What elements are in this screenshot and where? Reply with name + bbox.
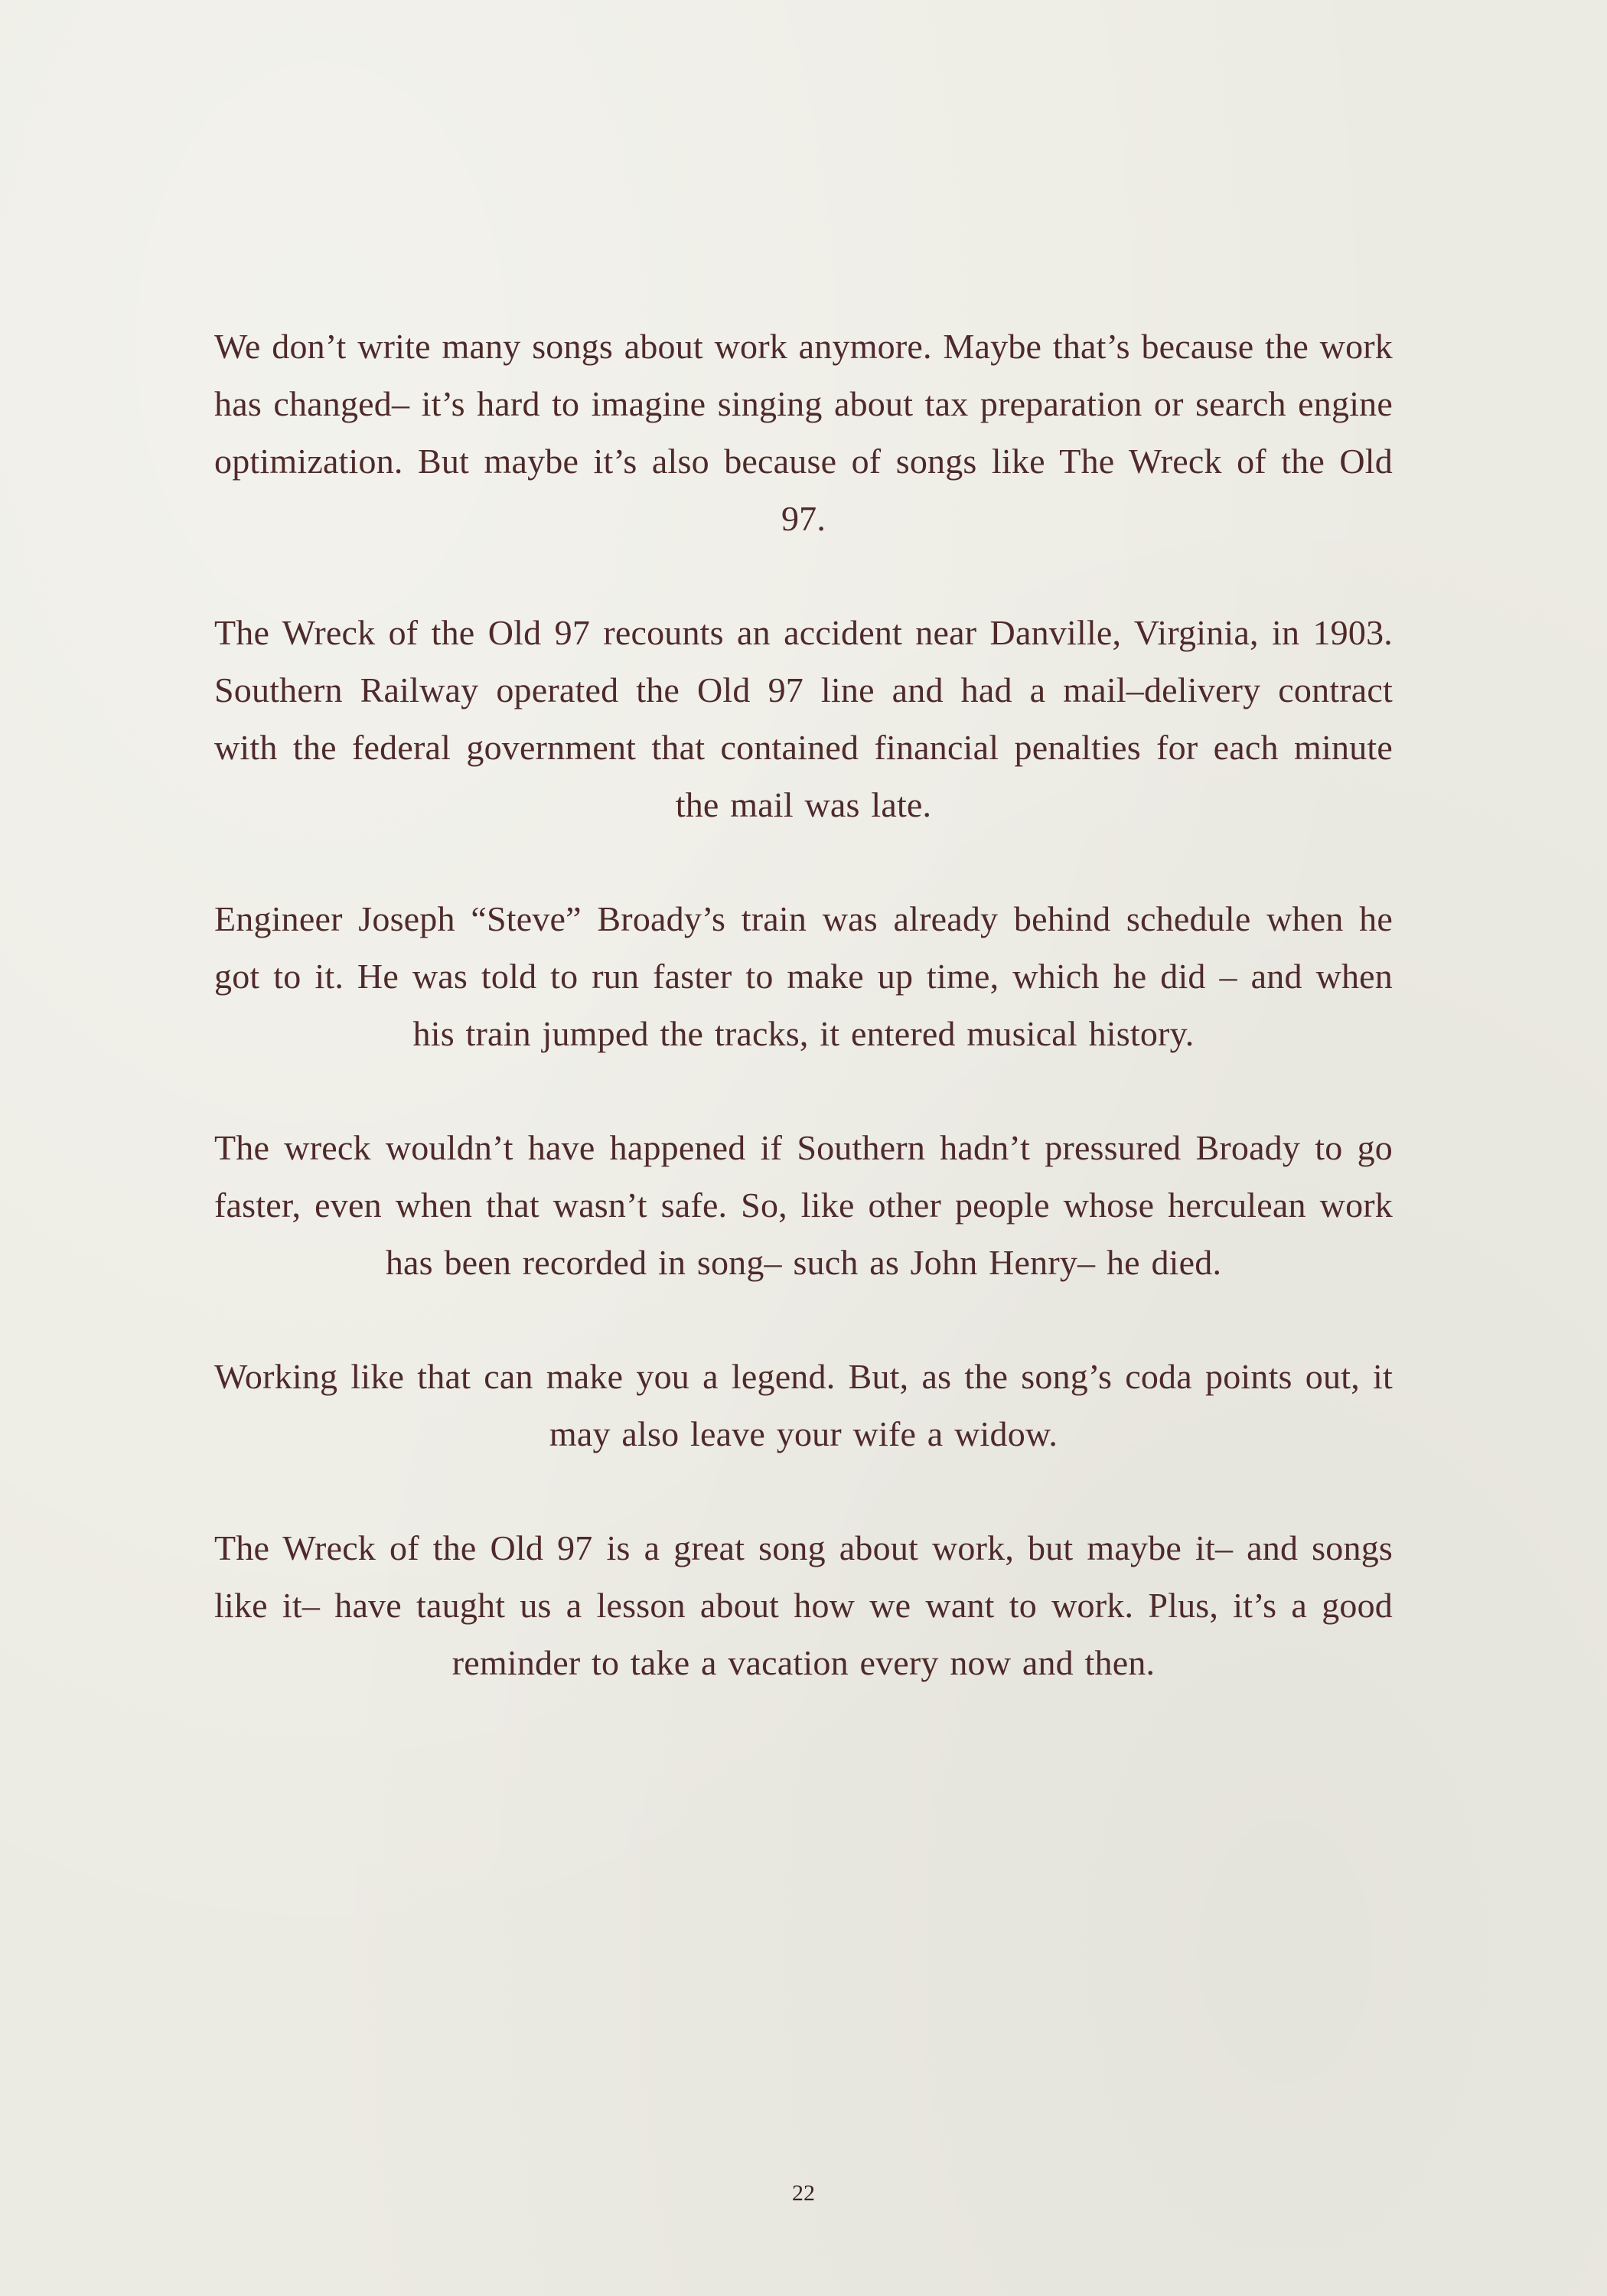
paragraph-4: The wreck wouldn’t have happened if Southern hadn’t pressured Broady to go faster, even when that wasn’t safe. So, like other people whose herculean work has been recorded in song– such as John Henry– he died. (214, 1128, 1393, 1282)
paragraph-5: Working like that can make you a legend. But, as the song’s coda points out, it may also leave your wife a widow. (214, 1357, 1393, 1453)
paragraph-6: The Wreck of the Old 97 is a great song about work, but maybe it– and songs like it– have taught us a lesson about how we want to work. Plus, it’s a good reminder to take a vacation every now and then. (214, 1528, 1393, 1682)
page-number: 22 (792, 2180, 815, 2206)
paragraph-1: We don’t write many songs about work anymore. Maybe that’s because the work has changed– it’s hard to imagine singing about tax preparation or search engine optimization. But maybe it’s also because of songs like The Wreck of the Old 97. (214, 327, 1393, 538)
paragraph-2: The Wreck of the Old 97 recounts an accident near Danville, Virginia, in 1903. Southern Railway operated the Old 97 line and had a mail–delivery contract with the federal government that contained financial penalties for each minute the mail was late. (214, 613, 1393, 824)
paragraph-3: Engineer Joseph “Steve” Broady’s train was already behind schedule when he got to it. He was told to run faster to make up time, which he did – and when his train jumped the tracks, it entered musical history. (214, 899, 1393, 1053)
body-text (214, 318, 1393, 1691)
